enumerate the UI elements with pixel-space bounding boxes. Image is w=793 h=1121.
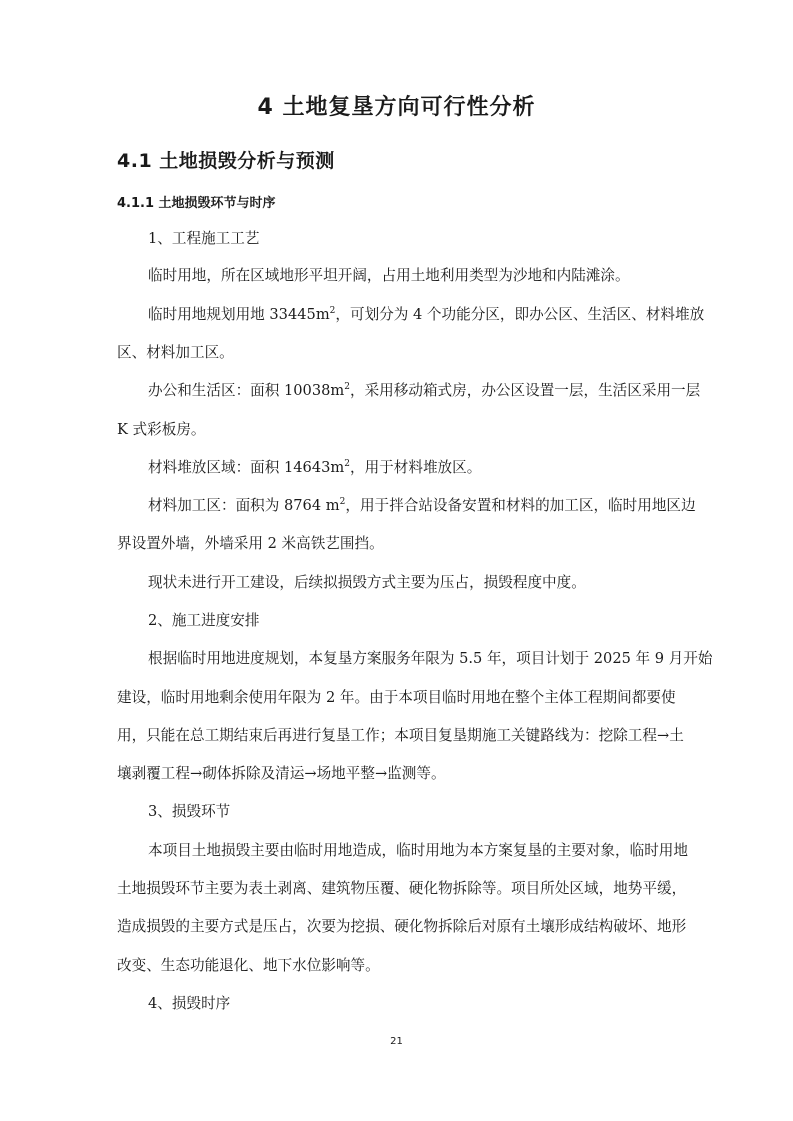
- item-heading-3: 3、损毁环节: [148, 803, 231, 820]
- item-heading-2: 2、施工进度安排: [148, 612, 260, 629]
- paragraph-7-line-3: 用，只能在总工期结束后再进行复垦工作；本项目复垦期施工关键路线为：挖除工程→土: [117, 727, 684, 744]
- paragraph-2-line-2: 区、材料加工区。: [117, 344, 234, 361]
- section-title: 4.1 土地损毁分析与预测: [117, 150, 335, 172]
- paragraph-7-line-1: 根据临时用地进度规划，本复垦方案服务年限为 5.5 年，项目计划于 2025 年 9 月开始: [148, 650, 713, 667]
- paragraph-7-line-4: 壤剥覆工程→砌体拆除及清运→场地平整→监测等。: [117, 765, 446, 782]
- paragraph-3-line-2: K 式彩板房。: [117, 421, 206, 438]
- chapter-title: 4 土地复垦方向可行性分析: [257, 95, 536, 120]
- paragraph-6: 现状未进行开工建设，后续拟损毁方式主要为压占，损毁程度中度。: [148, 574, 586, 591]
- item-heading-4: 4、损毁时序: [148, 995, 231, 1012]
- paragraph-8-line-4: 改变、生态功能退化、地下水位影响等。: [117, 957, 380, 974]
- paragraph-5-line-1: 材料加工区：面积为 8764 $m^2$，用于拌合站设备安置和材料的加工区，临时用地区边: [148, 497, 696, 514]
- item-heading-1: 1、工程施工工艺: [148, 230, 260, 247]
- page-number: 21: [390, 1036, 403, 1047]
- paragraph-3-line-1: 办公和生活区：面积 $10038m^2$，采用移动箱式房，办公区设置一层，生活区采用一层: [148, 382, 701, 399]
- paragraph-2-line-1: 临时用地规划用地 $33445m^2$，可划分为 4 个功能分区，即办公区、生活区、材料堆放: [148, 306, 705, 323]
- paragraph-8-line-3: 造成损毁的主要方式是压占，次要为挖损、硬化物拆除后对原有土壤形成结构破坏、地形: [117, 918, 687, 935]
- paragraph-7-line-2: 建设，临时用地剩余使用年限为 2 年。由于本项目临时用地在整个主体工程期间都要使: [117, 689, 676, 706]
- paragraph-1: 临时用地，所在区域地形平坦开阔，占用土地利用类型为沙地和内陆滩涂。: [148, 267, 630, 284]
- paragraph-5-line-2: 界设置外墙，外墙采用 2 米高铁艺围挡。: [117, 535, 384, 552]
- paragraph-8-line-2: 土地损毁环节主要为表土剥离、建筑物压覆、硬化物拆除等。项目所处区域，地势平缓，: [117, 880, 687, 897]
- paragraph-8-line-1: 本项目土地损毁主要由临时用地造成，临时用地为本方案复垦的主要对象，临时用地: [148, 842, 688, 859]
- paragraph-4: 材料堆放区域：面积 $14643m^2$，用于材料堆放区。: [148, 459, 482, 476]
- subsection-title: 4.1.1 土地损毁环节与时序: [117, 196, 276, 211]
